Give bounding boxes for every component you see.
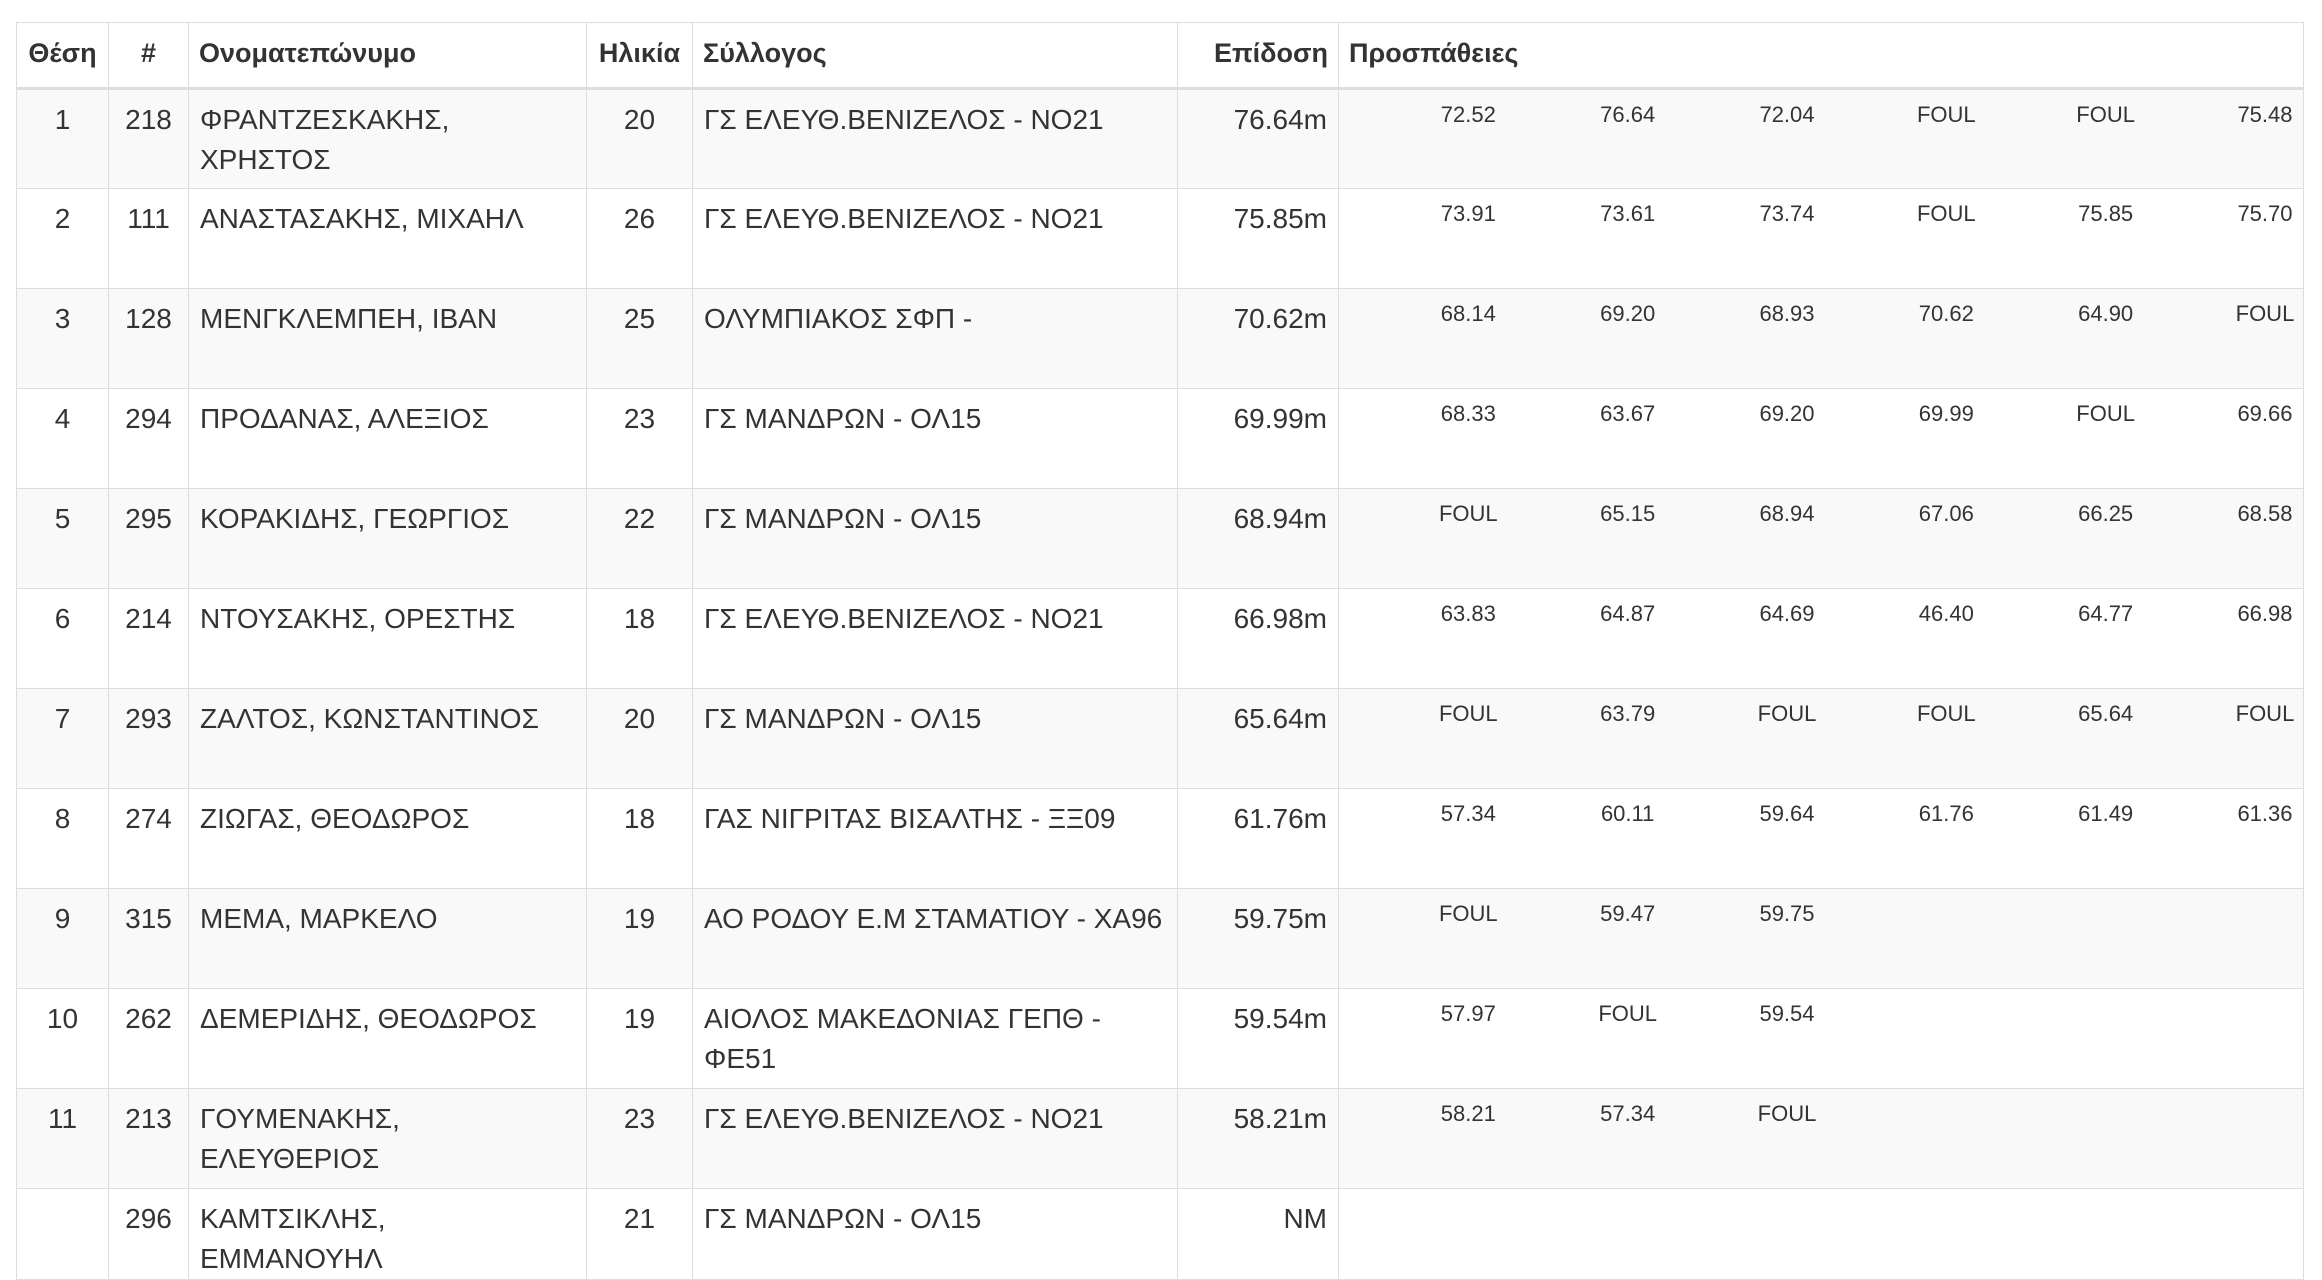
attempts-list xyxy=(1339,689,2303,727)
table-row xyxy=(17,1089,2304,1189)
attempt-text: 69.20 xyxy=(1759,401,1815,426)
attempt-value xyxy=(1658,701,1817,727)
attempts-cell xyxy=(1339,489,2304,589)
table-row xyxy=(17,689,2304,789)
attempts-list xyxy=(1339,189,2303,227)
attempt-value xyxy=(1976,102,2135,128)
attempt-text: 65.15 xyxy=(1600,501,1656,526)
position-cell: 7 xyxy=(17,689,109,789)
bib-cell: 218 xyxy=(109,89,189,189)
attempt-text: 68.14 xyxy=(1440,301,1496,326)
attempt-text: FOUL xyxy=(1438,501,1498,526)
mark-cell: 58.21m xyxy=(1178,1089,1339,1189)
attempt-text: 64.90 xyxy=(2078,301,2134,326)
attempt-text: FOUL xyxy=(1916,701,1976,726)
table-row xyxy=(17,489,2304,589)
mark-cell: 66.98m xyxy=(1178,589,1339,689)
athlete-name-cell: ΑΝΑΣΤΑΣΑΚΗΣ, ΜΙΧΑΗΛ xyxy=(189,189,587,289)
column-header-attempts[interactable]: Προσπάθειες xyxy=(1339,23,2304,89)
table-row xyxy=(17,589,2304,689)
athlete-name-cell: ΓΟΥΜΕΝΑΚΗΣ, ΕΛΕΥΘΕΡΙΟΣ xyxy=(189,1089,587,1189)
attempt-value xyxy=(2136,401,2295,427)
column-header-club[interactable]: Σύλλογος xyxy=(693,23,1178,89)
bib-cell: 111 xyxy=(109,189,189,289)
attempt-text: 61.36 xyxy=(2237,801,2293,826)
position-cell: 6 xyxy=(17,589,109,689)
age-cell: 19 xyxy=(587,889,693,989)
attempt-text: 67.06 xyxy=(1918,501,1974,526)
table-row xyxy=(17,789,2304,889)
attempts-list xyxy=(1339,789,2303,827)
position-cell: 3 xyxy=(17,289,109,389)
attempts-cell xyxy=(1339,389,2304,489)
attempts-list xyxy=(1339,389,2303,427)
attempt-value xyxy=(1817,701,1976,727)
mark-cell: 76.64m xyxy=(1178,89,1339,189)
attempt-value xyxy=(2136,801,2295,827)
table-row xyxy=(17,189,2304,289)
bib-cell: 295 xyxy=(109,489,189,589)
attempt-text: 64.77 xyxy=(2078,601,2134,626)
attempt-value xyxy=(1498,501,1657,527)
attempts-list xyxy=(1339,289,2303,327)
attempt-value xyxy=(1658,1201,1817,1227)
attempt-value xyxy=(1339,102,1498,128)
attempt-value xyxy=(1498,801,1657,827)
age-cell: 25 xyxy=(587,289,693,389)
age-cell: 19 xyxy=(587,989,693,1089)
age-cell: 20 xyxy=(587,689,693,789)
attempt-value xyxy=(1817,601,1976,627)
attempt-value xyxy=(2136,701,2295,727)
attempt-text: 63.67 xyxy=(1600,401,1656,426)
attempt-text: FOUL xyxy=(2076,102,2135,127)
position-cell: 9 xyxy=(17,889,109,989)
attempt-text: 73.61 xyxy=(1600,201,1656,226)
attempts-cell xyxy=(1339,1089,2304,1189)
attempt-text: 75.48 xyxy=(2237,102,2293,127)
attempts-cell xyxy=(1339,789,2304,889)
age-cell: 18 xyxy=(587,589,693,689)
attempts-cell xyxy=(1339,189,2304,289)
athlete-name-cell: ΜΕΜΑ, ΜΑΡΚΕΛΟ xyxy=(189,889,587,989)
mark-cell: 59.75m xyxy=(1178,889,1339,989)
attempts-list xyxy=(1339,1189,2303,1227)
mark-cell: NM xyxy=(1178,1189,1339,1280)
column-header-age[interactable]: Ηλικία xyxy=(587,23,693,89)
club-cell: ΓΣ ΜΑΝΔΡΩΝ - ΟΛ15 xyxy=(693,1189,1178,1280)
attempt-text: FOUL xyxy=(1757,1101,1817,1126)
attempt-value xyxy=(1339,401,1498,427)
attempt-value xyxy=(1339,901,1498,927)
attempt-text: 60.11 xyxy=(1600,801,1655,826)
attempt-text: 57.34 xyxy=(1600,1101,1656,1126)
mark-cell: 69.99m xyxy=(1178,389,1339,489)
attempt-text: 59.64 xyxy=(1759,801,1815,826)
attempt-value xyxy=(1976,501,2135,527)
athlete-name-cell: ΔΕΜΕΡΙΔΗΣ, ΘΕΟΔΩΡΟΣ xyxy=(189,989,587,1089)
attempt-text: 58.21 xyxy=(1440,1101,1496,1126)
club-cell: ΓΣ ΕΛΕΥΘ.ΒΕΝΙΖΕΛΟΣ - ΝΟ21 xyxy=(693,1089,1178,1189)
attempt-text: FOUL xyxy=(2076,401,2135,426)
attempt-text: 59.47 xyxy=(1600,901,1656,926)
table-row xyxy=(17,1189,2304,1280)
attempt-text: 75.70 xyxy=(2237,201,2293,226)
attempt-value xyxy=(1339,601,1498,627)
attempt-text: FOUL xyxy=(1438,701,1498,726)
club-cell: ΓΣ ΜΑΝΔΡΩΝ - ΟΛ15 xyxy=(693,489,1178,589)
attempt-text: 75.85 xyxy=(2078,201,2134,226)
attempt-value xyxy=(1658,401,1817,427)
column-header-position[interactable]: Θέση xyxy=(17,23,109,89)
table-body xyxy=(17,89,2304,1280)
athlete-name-cell: ΜΕΝΓΚΛΕΜΠΕΗ, ΙΒΑΝ xyxy=(189,289,587,389)
club-cell: ΓΑΣ ΝΙΓΡΙΤΑΣ ΒΙΣΑΛΤΗΣ - ΞΞ09 xyxy=(693,789,1178,889)
position-cell: 2 xyxy=(17,189,109,289)
bib-cell: 274 xyxy=(109,789,189,889)
club-cell: ΟΛΥΜΠΙΑΚΟΣ ΣΦΠ - xyxy=(693,289,1178,389)
attempt-value xyxy=(1498,901,1657,927)
attempt-value xyxy=(1498,401,1657,427)
table-row xyxy=(17,89,2304,189)
attempt-value xyxy=(1339,701,1498,727)
attempt-value xyxy=(1498,201,1657,227)
attempt-value xyxy=(1498,1001,1657,1027)
club-cell: ΓΣ ΜΑΝΔΡΩΝ - ΟΛ15 xyxy=(693,689,1178,789)
attempt-value xyxy=(1339,1001,1498,1027)
attempt-value xyxy=(1817,501,1976,527)
bib-cell: 315 xyxy=(109,889,189,989)
table-header xyxy=(17,23,2304,89)
attempt-value xyxy=(2136,201,2295,227)
attempt-text: 63.83 xyxy=(1440,601,1496,626)
attempt-text: FOUL xyxy=(2235,701,2295,726)
club-cell: ΑΙΟΛΟΣ ΜΑΚΕΔΟΝΙΑΣ ΓΕΠΘ - ΦΕ51 xyxy=(693,989,1178,1089)
mark-cell: 68.94m xyxy=(1178,489,1339,589)
attempt-text: 57.34 xyxy=(1440,801,1496,826)
attempt-value xyxy=(1498,1201,1657,1227)
column-header-mark[interactable]: Επίδοση xyxy=(1178,23,1339,89)
club-cell: ΓΣ ΕΛΕΥΘ.ΒΕΝΙΖΕΛΟΣ - ΝΟ21 xyxy=(693,189,1178,289)
mark-cell: 65.64m xyxy=(1178,689,1339,789)
attempt-value xyxy=(2136,501,2295,527)
attempt-value xyxy=(1658,901,1817,927)
attempt-value xyxy=(1817,201,1976,227)
bib-cell: 214 xyxy=(109,589,189,689)
attempt-value xyxy=(1976,1001,2135,1027)
attempt-text: 72.04 xyxy=(1759,102,1815,127)
attempt-value xyxy=(1976,201,2135,227)
athlete-name-cell: ΖΑΛΤΟΣ, ΚΩΝΣΤΑΝΤΙΝΟΣ xyxy=(189,689,587,789)
results-table-container xyxy=(16,22,2303,1280)
attempt-value xyxy=(1976,401,2135,427)
attempt-value xyxy=(1658,102,1817,128)
athlete-name-cell: ΚΟΡΑΚΙΔΗΣ, ΓΕΩΡΓΙΟΣ xyxy=(189,489,587,589)
athlete-name-cell: ΦΡΑΝΤΖΕΣΚΑΚΗΣ, ΧΡΗΣΤΟΣ xyxy=(189,89,587,189)
attempt-text: 68.93 xyxy=(1759,301,1815,326)
age-cell: 26 xyxy=(587,189,693,289)
club-cell: ΓΣ ΜΑΝΔΡΩΝ - ΟΛ15 xyxy=(693,389,1178,489)
attempt-value xyxy=(1976,1201,2135,1227)
attempt-value xyxy=(1498,102,1657,128)
attempt-value xyxy=(1339,1201,1498,1227)
athlete-name-cell: ΚΑΜΤΣΙΚΛΗΣ, ΕΜΜΑΝΟΥΗΛ xyxy=(189,1189,587,1280)
athlete-name-cell: ΝΤΟΥΣΑΚΗΣ, ΟΡΕΣΤΗΣ xyxy=(189,589,587,689)
attempt-text: 69.66 xyxy=(2237,401,2293,426)
attempt-value xyxy=(1658,201,1817,227)
attempt-value xyxy=(1817,102,1976,128)
attempt-text: 59.54 xyxy=(1759,1001,1815,1026)
attempt-value xyxy=(1976,901,2135,927)
attempt-value xyxy=(1339,801,1498,827)
attempt-value xyxy=(1498,301,1657,327)
attempts-list xyxy=(1339,989,2303,1027)
table-row xyxy=(17,889,2304,989)
attempt-text: 61.49 xyxy=(2078,801,2134,826)
attempt-text: 64.69 xyxy=(1759,601,1815,626)
attempt-value xyxy=(1498,701,1657,727)
attempts-list xyxy=(1339,589,2303,627)
age-cell: 21 xyxy=(587,1189,693,1280)
attempt-text: FOUL xyxy=(1916,102,1976,127)
table-row xyxy=(17,989,2304,1089)
attempt-text: 61.76 xyxy=(1918,801,1974,826)
bib-cell: 296 xyxy=(109,1189,189,1280)
attempt-text: 65.64 xyxy=(2078,701,2134,726)
attempt-text: 63.79 xyxy=(1600,701,1656,726)
position-cell: 8 xyxy=(17,789,109,889)
column-header-name[interactable]: Ονοματεπώνυμο xyxy=(189,23,587,89)
attempt-value xyxy=(1498,601,1657,627)
attempt-text: FOUL xyxy=(2235,301,2295,326)
attempt-text: 73.91 xyxy=(1440,201,1496,226)
attempt-value xyxy=(1658,1001,1817,1027)
attempt-text: 68.94 xyxy=(1759,501,1815,526)
attempt-value xyxy=(1976,301,2135,327)
bib-cell: 128 xyxy=(109,289,189,389)
position-cell: 10 xyxy=(17,989,109,1089)
position-cell xyxy=(17,1189,109,1280)
attempt-value xyxy=(2136,1101,2295,1127)
age-cell: 20 xyxy=(587,89,693,189)
club-cell: ΓΣ ΕΛΕΥΘ.ΒΕΝΙΖΕΛΟΣ - ΝΟ21 xyxy=(693,89,1178,189)
attempt-text: FOUL xyxy=(1916,201,1976,226)
attempt-value xyxy=(1817,1201,1976,1227)
attempts-list xyxy=(1339,90,2303,128)
attempt-value xyxy=(1339,501,1498,527)
attempt-value xyxy=(1976,701,2135,727)
attempt-value xyxy=(1658,501,1817,527)
position-cell: 11 xyxy=(17,1089,109,1189)
attempt-value xyxy=(1817,301,1976,327)
results-table xyxy=(16,22,2304,1280)
attempt-text: 46.40 xyxy=(1918,601,1974,626)
age-cell: 23 xyxy=(587,389,693,489)
header-row xyxy=(17,23,2304,89)
athlete-name-cell: ΖΙΩΓΑΣ, ΘΕΟΔΩΡΟΣ xyxy=(189,789,587,889)
mark-cell: 61.76m xyxy=(1178,789,1339,889)
attempt-value xyxy=(2136,301,2295,327)
attempt-text: 66.25 xyxy=(2078,501,2134,526)
attempt-value xyxy=(1339,201,1498,227)
table-row xyxy=(17,289,2304,389)
attempts-cell xyxy=(1339,1189,2304,1280)
attempt-text: 72.52 xyxy=(1440,102,1496,127)
attempt-value xyxy=(1817,801,1976,827)
attempt-value xyxy=(1658,801,1817,827)
attempt-value xyxy=(2136,102,2295,128)
attempt-text: 69.99 xyxy=(1918,401,1974,426)
attempt-value xyxy=(1817,401,1976,427)
attempt-value xyxy=(1976,1101,2135,1127)
mark-cell: 59.54m xyxy=(1178,989,1339,1089)
attempt-value xyxy=(2136,1001,2295,1027)
attempt-value xyxy=(1817,1001,1976,1027)
attempt-value xyxy=(1339,1101,1498,1127)
attempt-text: 70.62 xyxy=(1918,301,1974,326)
mark-cell: 75.85m xyxy=(1178,189,1339,289)
attempts-cell xyxy=(1339,89,2304,189)
bib-cell: 294 xyxy=(109,389,189,489)
attempt-value xyxy=(1498,1101,1657,1127)
attempt-text: 66.98 xyxy=(2237,601,2293,626)
athlete-name-cell: ΠΡΟΔΑΝΑΣ, ΑΛΕΞΙΟΣ xyxy=(189,389,587,489)
attempt-text: 73.74 xyxy=(1759,201,1815,226)
attempts-cell xyxy=(1339,289,2304,389)
attempts-cell xyxy=(1339,689,2304,789)
attempts-cell xyxy=(1339,889,2304,989)
attempt-value xyxy=(1817,901,1976,927)
attempt-text: 69.20 xyxy=(1600,301,1656,326)
position-cell: 4 xyxy=(17,389,109,489)
column-header-bib[interactable]: # xyxy=(109,23,189,89)
attempts-cell xyxy=(1339,989,2304,1089)
attempt-text: 68.33 xyxy=(1440,401,1496,426)
attempt-text: FOUL xyxy=(1598,1001,1657,1026)
position-cell: 5 xyxy=(17,489,109,589)
attempt-value xyxy=(1339,301,1498,327)
attempt-value xyxy=(2136,901,2295,927)
attempt-text: 57.97 xyxy=(1440,1001,1496,1026)
attempt-value xyxy=(1976,601,2135,627)
attempt-value xyxy=(1976,801,2135,827)
attempt-value xyxy=(1658,301,1817,327)
attempt-text: FOUL xyxy=(1757,701,1817,726)
club-cell: ΓΣ ΕΛΕΥΘ.ΒΕΝΙΖΕΛΟΣ - ΝΟ21 xyxy=(693,589,1178,689)
attempt-text: 59.75 xyxy=(1759,901,1815,926)
attempts-list xyxy=(1339,889,2303,927)
bib-cell: 213 xyxy=(109,1089,189,1189)
club-cell: ΑΟ ΡΟΔΟΥ Ε.Μ ΣΤΑΜΑΤΙΟΥ - ΧΑ96 xyxy=(693,889,1178,989)
attempt-value xyxy=(1658,1101,1817,1127)
position-cell: 1 xyxy=(17,89,109,189)
age-cell: 23 xyxy=(587,1089,693,1189)
attempt-value xyxy=(2136,1201,2295,1227)
age-cell: 18 xyxy=(587,789,693,889)
bib-cell: 293 xyxy=(109,689,189,789)
attempt-text: FOUL xyxy=(1438,901,1498,926)
attempt-text: 64.87 xyxy=(1600,601,1656,626)
bib-cell: 262 xyxy=(109,989,189,1089)
age-cell: 22 xyxy=(587,489,693,589)
attempt-text: 76.64 xyxy=(1600,102,1656,127)
attempt-value xyxy=(1658,601,1817,627)
attempt-value xyxy=(2136,601,2295,627)
attempts-list xyxy=(1339,489,2303,527)
attempts-list xyxy=(1339,1089,2303,1127)
attempt-text: 68.58 xyxy=(2237,501,2293,526)
table-row xyxy=(17,389,2304,489)
attempt-value xyxy=(1817,1101,1976,1127)
mark-cell: 70.62m xyxy=(1178,289,1339,389)
attempts-cell xyxy=(1339,589,2304,689)
